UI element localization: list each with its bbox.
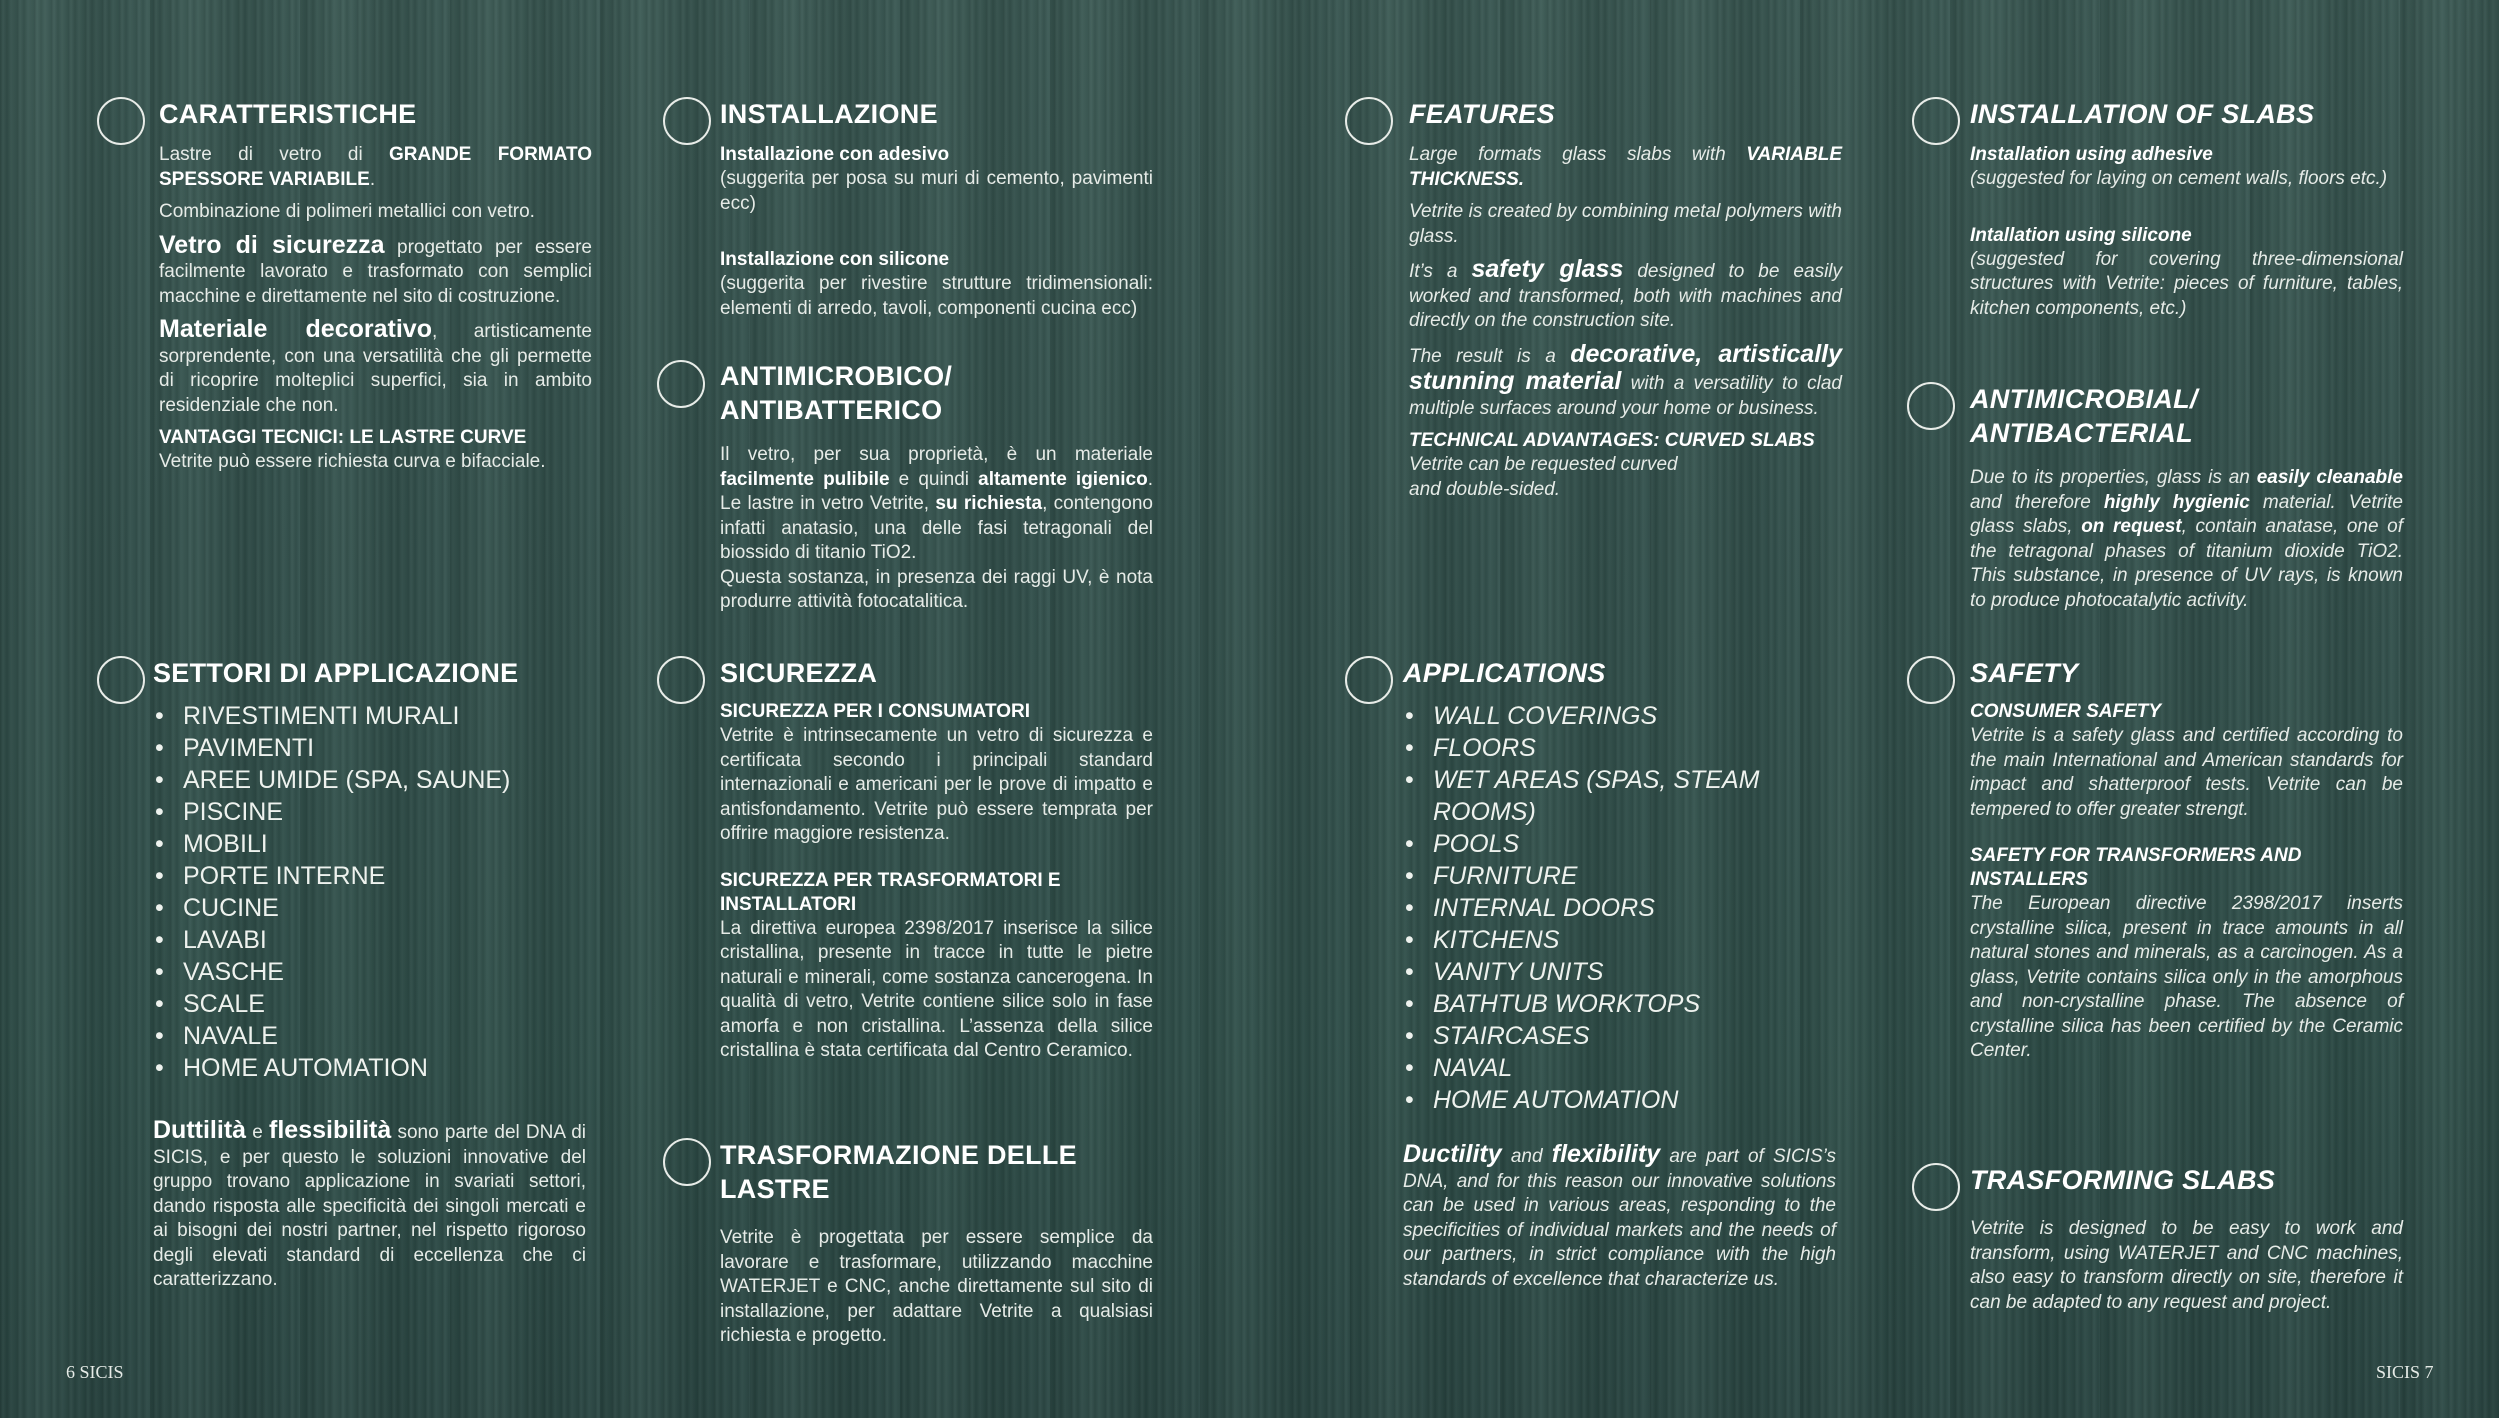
subheading: TECHNICAL ADVANTAGES: CURVED SLABS [1409, 430, 1815, 451]
section-installation [1970, 97, 2403, 329]
list-item: • STAIRCASES [1403, 1020, 1783, 1052]
paragraph: Large formats glass slabs with VARIABLE THICKNESS. [1409, 144, 1842, 190]
section-title: FEATURES [1409, 99, 1555, 129]
section-antimicrobial [1970, 382, 2403, 621]
list-item: • KITCHENS [1403, 924, 1783, 956]
section-title: ANTIMICROBIAL/ ANTIBACTERIAL [1970, 384, 2198, 448]
section-installazione [720, 97, 1153, 329]
section-circle-icon [663, 97, 711, 145]
paragraph: Vetrite è intrinsecamente un vetro di sicurezza e certificata secondo i principali standard internazionali e americani per le prove di impatto e antisfondamento. Vetrite può essere temprata per offrire maggiore resistenza. [720, 725, 1153, 844]
paragraph: Vetro di sicurezza progettato per essere facilmente lavorato e trasformato con semplici macchine e direttamente nel sito di costruzione. [159, 230, 592, 307]
list-item: • PISCINE [153, 796, 586, 828]
paragraph: Duttilità e flessibilità sono parte del DNA di SICIS, e per questo le soluzioni innovative del gruppo trovano applicazione in svariati settori, dando risposta alle specificità dei singoli mercati e ai bisogni dei nostri partner, nel rispetto rigoroso degli elevati standard di eccellenza che ci caratterizzano. [153, 1116, 586, 1290]
list-item: • FURNITURE [1403, 860, 1783, 892]
paragraph: La direttiva europea 2398/2017 inserisce la silice cristallina, presente in tracce in tutte le pietre naturali e minerali, come sostanza cancerogena. In qualità di vetro, Vetrite contiene silice solo in fase amorfa e non cristallina. L’assenza della silice cristallina è stata certificata dal Centro Ceramico. [720, 917, 1153, 1061]
list-item: • POOLS [1403, 828, 1783, 860]
section-title: SAFETY [1970, 658, 2079, 688]
section-circle-icon [657, 656, 705, 704]
applications-list [1403, 700, 1783, 1116]
section-circle-icon [663, 1138, 711, 1186]
section-features [1409, 97, 1842, 510]
section-title: APPLICATIONS [1403, 658, 1606, 688]
subheading: Installazione con silicone [720, 249, 950, 270]
section-circle-icon [1907, 382, 1955, 430]
applications-list [153, 700, 586, 1084]
paragraph: Vetrite is a safety glass and certified according to the main International and American standards for impact and shatterproof tests. Vetrite can be tempered to offer greater strengt. [1970, 725, 2403, 820]
section-safety [1970, 656, 2403, 1072]
list-item: • AREE UMIDE (SPA, SAUNE) [153, 764, 586, 796]
section-title: INSTALLAZIONE [720, 99, 938, 129]
paragraph: (suggerita per rivestire strutture tridimensionali: elementi di arredo, tavoli, componenti cucina ecc) [720, 273, 1153, 319]
list-item: • INTERNAL DOORS [1403, 892, 1783, 924]
paragraph: Vetrite is created by combining metal polymers with glass. [1409, 201, 1842, 247]
section-title: SETTORI DI APPLICAZIONE [153, 658, 519, 688]
paragraph: The result is a decorative, artistically stunning material with a versatility to clad multiple surfaces around your home or business. [1409, 339, 1843, 419]
section-circle-icon [1345, 97, 1393, 145]
subheading: CONSUMER SAFETY [1970, 701, 2162, 722]
section-title: ANTIMICROBICO/ ANTIBATTERICO [720, 361, 953, 425]
list-item: • WALL COVERINGS [1403, 700, 1783, 732]
subheading: Intallation using silicone [1970, 224, 2192, 246]
list-item: • HOME AUTOMATION [1403, 1084, 1783, 1116]
paragraph: Due to its properties, glass is an easily cleanable and therefore highly hygienic material. Vetrite glass slabs, on request, contain anatase, one of the tetragonal phases of titanium dioxide TiO2. This substance, in presence of UV rays, is known to produce photocatalytic activity. [1970, 467, 2404, 611]
list-item: • SCALE [153, 988, 586, 1020]
section-title: CARATTERISTICHE [159, 99, 417, 129]
section-title: TRASFORMING SLABS [1970, 1165, 2276, 1195]
section-trasforming [1970, 1163, 2403, 1323]
section-circle-icon [1912, 1163, 1960, 1211]
subheading: SAFETY FOR TRANSFORMERS AND INSTALLERS [1970, 845, 2302, 890]
subheading: Installazione con adesivo [720, 144, 950, 165]
list-item: • VASCHE [153, 956, 586, 988]
list-item: • PORTE INTERNE [153, 860, 586, 892]
list-item: • WET AREAS (SPAS, STEAM ROOMS) [1403, 764, 1783, 828]
paragraph: Il vetro, per sua proprietà, è un materiale facilmente pulibile e quindi altamente igienico. Le lastre in vetro Vetrite, su richiesta, contengono infatti anatasio, una delle fasi tetragonali del biossido di titanio TiO2. [720, 444, 1153, 563]
section-applications [1403, 656, 1836, 1300]
subheading: SICUREZZA PER TRASFORMATORI E INSTALLATORI [720, 869, 1061, 915]
list-item: • BATHTUB WORKTOPS [1403, 988, 1783, 1020]
paragraph: Vetrite può essere richiesta curva e bifacciale. [159, 451, 546, 472]
list-item: • HOME AUTOMATION [153, 1052, 586, 1084]
paragraph: (suggested for laying on cement walls, floors etc.) [1970, 168, 2388, 189]
section-circle-icon [1345, 656, 1393, 704]
section-trasformazione [720, 1138, 1153, 1357]
paragraph: The European directive 2398/2017 inserts crystalline silica, present in trace amounts in all natural stones and minerals, as a carcinogen. As a glass, Vetrite contains silica only in the amorphous and non-crystalline phase. The absence of crystalline silica has been certified by the Ceramic Center. [1970, 893, 2403, 1061]
paragraph: Questa sostanza, in presenza dei raggi UV, è nota produrre attività fotocatalitica. [720, 566, 1153, 612]
list-item: • LAVABI [153, 924, 586, 956]
section-settori [153, 656, 586, 1301]
section-title: SICUREZZA [720, 658, 878, 688]
paragraph: Materiale decorativo, artisticamente sorprendente, con una versatilità che gli permette di ricoprire molteplici superfici, sia in ambito residenziale che non. [159, 315, 592, 416]
list-item: • NAVAL [1403, 1052, 1783, 1084]
list-item: • MOBILI [153, 828, 586, 860]
section-sicurezza [720, 656, 1153, 1072]
paragraph: Combinazione di polimeri metallici con vetro. [159, 201, 535, 222]
section-title: INSTALLATION OF SLABS [1970, 99, 2315, 129]
page-number-right: SICIS 7 [2376, 1362, 2434, 1382]
section-title: TRASFORMAZIONE DELLE LASTRE [720, 1140, 1077, 1204]
section-circle-icon [1907, 656, 1955, 704]
subheading: Installation using adhesive [1970, 144, 2213, 165]
list-item: • NAVALE [153, 1020, 586, 1052]
list-item: • CUCINE [153, 892, 586, 924]
section-antimicrobico [720, 359, 1153, 623]
paragraph: It’s a safety glass designed to be easily worked and transformed, both with machines and directly on the construction site. [1409, 255, 1843, 331]
section-circle-icon [1912, 97, 1960, 145]
section-circle-icon [657, 360, 705, 408]
list-item: • RIVESTIMENTI MURALI [153, 700, 586, 732]
subheading: SICUREZZA PER I CONSUMATORI [720, 701, 1030, 722]
list-item: • PAVIMENTI [153, 732, 586, 764]
subheading: VANTAGGI TECNICI: LE LASTRE CURVE [159, 427, 527, 448]
section-circle-icon [97, 97, 145, 145]
paragraph: Vetrite can be requested curved and double-sided. [1409, 454, 1678, 500]
paragraph: Lastre di vetro di GRANDE FORMATO SPESSORE VARIABILE. [159, 144, 592, 190]
paragraph: (suggerita per posa su muri di cemento, pavimenti ecc) [720, 168, 1153, 214]
paragraph: Vetrite è progettata per essere semplice da lavorare e trasformare, utilizzando macchine WATERJET e CNC, anche direttamente sul sito di installazione, per adattare Vetrite a qualsiasi richiesta e progetto. [720, 1227, 1153, 1346]
section-caratteristiche [159, 97, 592, 483]
paragraph: Ductility and flexibility are part of SICIS’s DNA, and for this reason our innovative solutions can be used in various areas, responding to the specificities of individual markets and the needs of our partners, in strict compliance with the high standards of excellence that characterize us. [1403, 1140, 1836, 1290]
paragraph: (suggested for covering three-dimensional structures with Vetrite: pieces of furniture, tables, kitchen components, etc.) [1970, 248, 2403, 319]
list-item: • FLOORS [1403, 732, 1783, 764]
list-item: • VANITY UNITS [1403, 956, 1783, 988]
page-number-left: 6 SICIS [66, 1362, 124, 1382]
section-circle-icon [97, 656, 145, 704]
paragraph: Vetrite is designed to be easy to work and transform, using WATERJET and CNC machines, also easy to transform directly on site, therefore it can be adapted to any request and project. [1970, 1218, 2403, 1313]
